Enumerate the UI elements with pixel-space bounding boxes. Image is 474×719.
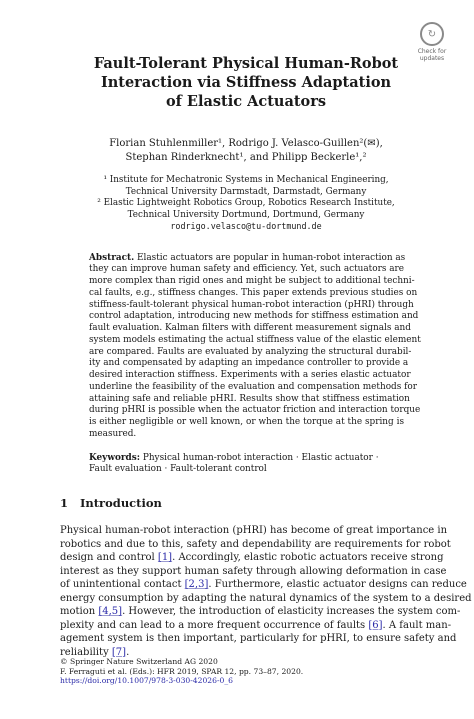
citation-link[interactable]: [2,3] bbox=[184, 579, 209, 590]
abstract-line: stiffness-fault-tolerant physical human-robot interaction (pHRI) through bbox=[89, 299, 414, 310]
abstract-line: more complex than rigid ones and might be subject to additional techni- bbox=[89, 276, 415, 286]
title-line: of Elastic Actuators bbox=[165, 93, 327, 110]
abstract-line: during pHRI is possible when the actuator friction and interaction torque bbox=[89, 405, 421, 416]
section-title: Introduction bbox=[80, 496, 162, 510]
affiliation-line: ¹ Institute for Mechatronic Systems in Mechanical Engineering, bbox=[103, 175, 389, 185]
introduction-text bbox=[60, 524, 472, 659]
contact-email[interactable]: rodrigo.velasco@tu-dortmund.de bbox=[170, 221, 322, 231]
author-line: Florian Stuhlenmiller¹, Rodrigo J. Velasco-Guillen²(✉), bbox=[109, 138, 383, 149]
abstract-line: are compared. Faults are evaluated by analyzing the structural durabil- bbox=[89, 346, 412, 357]
keywords-label: Keywords: bbox=[89, 452, 141, 463]
body-line: agement system is then important, particularly for pHRI, to ensure safety and bbox=[60, 633, 457, 644]
abstract-line: attaining safe and reliable pHRI. Results show that stiffness estimation bbox=[89, 393, 410, 404]
abstract-line: underline the feasibility of the evaluation and compensation methods for bbox=[89, 381, 417, 392]
body-line: reliability [7]. bbox=[60, 646, 130, 658]
body-line: interest as they support human safety through allowing deformation in case bbox=[60, 565, 447, 577]
citation-link[interactable]: [6] bbox=[368, 619, 383, 631]
abstract-line: measured. bbox=[89, 428, 137, 439]
body-line: energy consumption by adapting the natural dynamics of the system to a desired bbox=[60, 592, 472, 604]
abstract-line: desired interaction stiffness. Experiments with a series elastic actuator bbox=[89, 370, 411, 380]
abstract-line: fault evaluation. Kalman filters with different measurement signals and bbox=[89, 323, 411, 333]
refresh-icon: ↻ bbox=[420, 22, 444, 46]
citation-link[interactable]: [7] bbox=[111, 646, 127, 658]
copyright-notice: © Springer Nature Switzerland AG 2020 bbox=[60, 657, 218, 666]
abstract-label: Abstract. bbox=[89, 252, 135, 263]
affiliation-line: Technical University Dortmund, Dortmund, Germany bbox=[127, 209, 365, 220]
citation-line: F. Ferraguti et al. (Eds.): HFR 2019, SPAR 12, pp. 73–87, 2020. bbox=[60, 666, 304, 676]
abstract-line: control adaptation, introducing new methods for stiffness estimation and bbox=[89, 311, 419, 322]
body-line: Physical human-robot interaction (pHRI) has become of great importance in bbox=[60, 525, 448, 536]
body-line: motion [4,5]. However, the introduction of elasticity increases the system com- bbox=[60, 606, 461, 617]
doi-link[interactable]: https://doi.org/10.1007/978-3-030-42026-0_6 bbox=[60, 676, 233, 685]
section-heading bbox=[60, 496, 432, 510]
body-line: of unintentional contact [2,3]. Furthermore, elastic actuator designs can reduce bbox=[60, 579, 467, 590]
abstract bbox=[60, 253, 432, 441]
title-line: Interaction via Stiffness Adaptation bbox=[100, 74, 392, 91]
keywords bbox=[60, 453, 432, 477]
author-list bbox=[60, 137, 432, 165]
body-line: plexity and can lead to a more frequent occurrence of faults [6]. A fault man- bbox=[60, 619, 452, 631]
keywords-line: Fault evaluation · Fault-tolerant control bbox=[89, 464, 267, 475]
abstract-line: ity and compensated by adapting an impedance controller to provide a bbox=[89, 358, 409, 369]
affiliation-line: Technical University Darmstadt, Darmstadt, Germany bbox=[125, 186, 367, 197]
citation-link[interactable]: [1] bbox=[157, 552, 173, 563]
abstract-line: Abstract. Elastic actuators are popular in human-robot interaction as bbox=[89, 252, 406, 263]
citation-link[interactable]: [4,5] bbox=[98, 606, 123, 617]
abstract-line: system models estimating the actual stiffness value of the elastic element bbox=[89, 334, 421, 345]
keywords-line: Keywords: Physical human-robot interaction · Elastic actuator · bbox=[89, 452, 379, 463]
abstract-line: is either negligible or well known, or when the torque at the spring is bbox=[89, 417, 404, 427]
abstract-line: cal faults, e.g., stiffness changes. This paper extends previous studies on bbox=[89, 287, 418, 298]
page-footer bbox=[60, 657, 303, 686]
section-number: 1 bbox=[60, 496, 69, 510]
affiliations bbox=[60, 175, 432, 233]
paper-title bbox=[60, 54, 432, 111]
affiliation-line: ² Elastic Lightweight Robotics Group, Robotics Research Institute, bbox=[97, 198, 395, 208]
badge-label: Check for updates bbox=[417, 48, 447, 62]
title-line: Fault-Tolerant Physical Human-Robot bbox=[93, 55, 399, 72]
author-line: Stephan Rinderknecht¹, and Philipp Beckerle¹,² bbox=[125, 152, 367, 163]
body-line: design and control [1]. Accordingly, elastic robotic actuators receive strong bbox=[60, 552, 444, 563]
abstract-line: they can improve human safety and efficiency. Yet, such actuators are bbox=[89, 264, 404, 275]
body-line: robotics and due to this, safety and dependability are requirements for robot bbox=[60, 538, 451, 550]
